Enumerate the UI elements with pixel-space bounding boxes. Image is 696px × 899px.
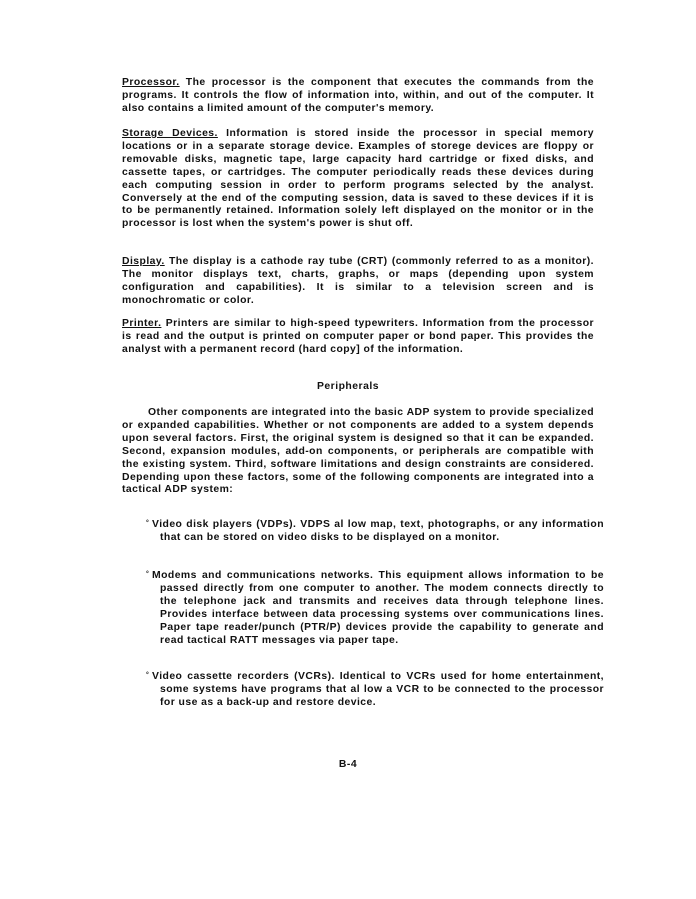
bullet-marker: ° — [146, 520, 150, 527]
list-item — [146, 519, 604, 545]
processor-term: Processor. — [122, 77, 180, 88]
list-item — [146, 671, 604, 710]
bullet-marker: ° — [146, 571, 150, 578]
printer-paragraph — [122, 318, 594, 357]
printer-term: Printer. — [122, 318, 162, 329]
list-item — [146, 570, 604, 647]
display-term: Display. — [122, 256, 165, 267]
printer-text: Printers are similar to high-speed typewriters. Information from the processor is read and the output is printed on computer paper or bond paper. This provides the analyst with a permanent record (hard copy] of the information. — [122, 318, 594, 355]
processor-paragraph — [122, 77, 594, 116]
bullet-marker: ° — [146, 672, 150, 679]
peripherals-heading: Peripherals — [316, 381, 380, 392]
storage-devices-text: Information is stored inside the processor in special memory locations or in a separate storage device. Examples of storege devices are floppy or removable disks, magnetic tape, large capacity hard cartridge or fixed disks, and cassette tapes, or cartridges. The computer periodically reads these devices during each computing session in order to perform programs selected by the analyst. Conversely at the end of the computing session, data is saved to these devices if it is to be permanently retained. Information solely left displayed on the monitor or in the processor is lost when the system's power is shut off. — [122, 128, 594, 230]
display-text: The display is a cathode ray tube (CRT) (commonly referred to as a monitor). The monitor displays text, charts, graphs, or maps (depending upon system configuration and capabilities). It is similar to a television screen and is monochromatic or color. — [122, 256, 594, 306]
page-number: B-4 — [338, 759, 358, 770]
storage-devices-paragraph — [122, 128, 594, 231]
processor-text: The processor is the component that executes the commands from the programs. It controls the flow of information into, within, and out of the computer. It also contains a limited amount of the computer's memory. — [122, 77, 594, 114]
list-item-text: Video cassette recorders (VCRs). Identical to VCRs used for home entertainment, some systems have programs that al low a VCR to be connected to the processor for use as a back-up and restore device. — [152, 671, 604, 708]
list-item-text: Video disk players (VDPs). VDPS al low map, text, photographs, or any information that can be stored on video disks to be displayed on a monitor. — [152, 519, 604, 543]
display-paragraph — [122, 256, 594, 308]
list-item-text: Modems and communications networks. This equipment allows information to be passed directly from one computer to another. The modem connects directly to the telephone jack and transmits and receives data through telephone lines. Provides interface between data processing systems over communications lines. Paper tape reader/punch (PTR/P) devices provide the capability to generate and read tactical RATT messages via paper tape. — [152, 570, 604, 646]
storage-devices-term: Storage Devices. — [122, 128, 218, 139]
peripherals-intro: Other components are integrated into the basic ADP system to provide specialized or expanded capabilities. Whether or not components are added to a system depends upon several factors. First, the original system is designed so that it can be expanded. Second, expansion modules, add-on components, or peripherals are compatible with the existing system. Third, software limitations and design constraints are considered. Depending upon these factors, some of the following components are integrated into a tactical ADP system: — [122, 407, 594, 496]
